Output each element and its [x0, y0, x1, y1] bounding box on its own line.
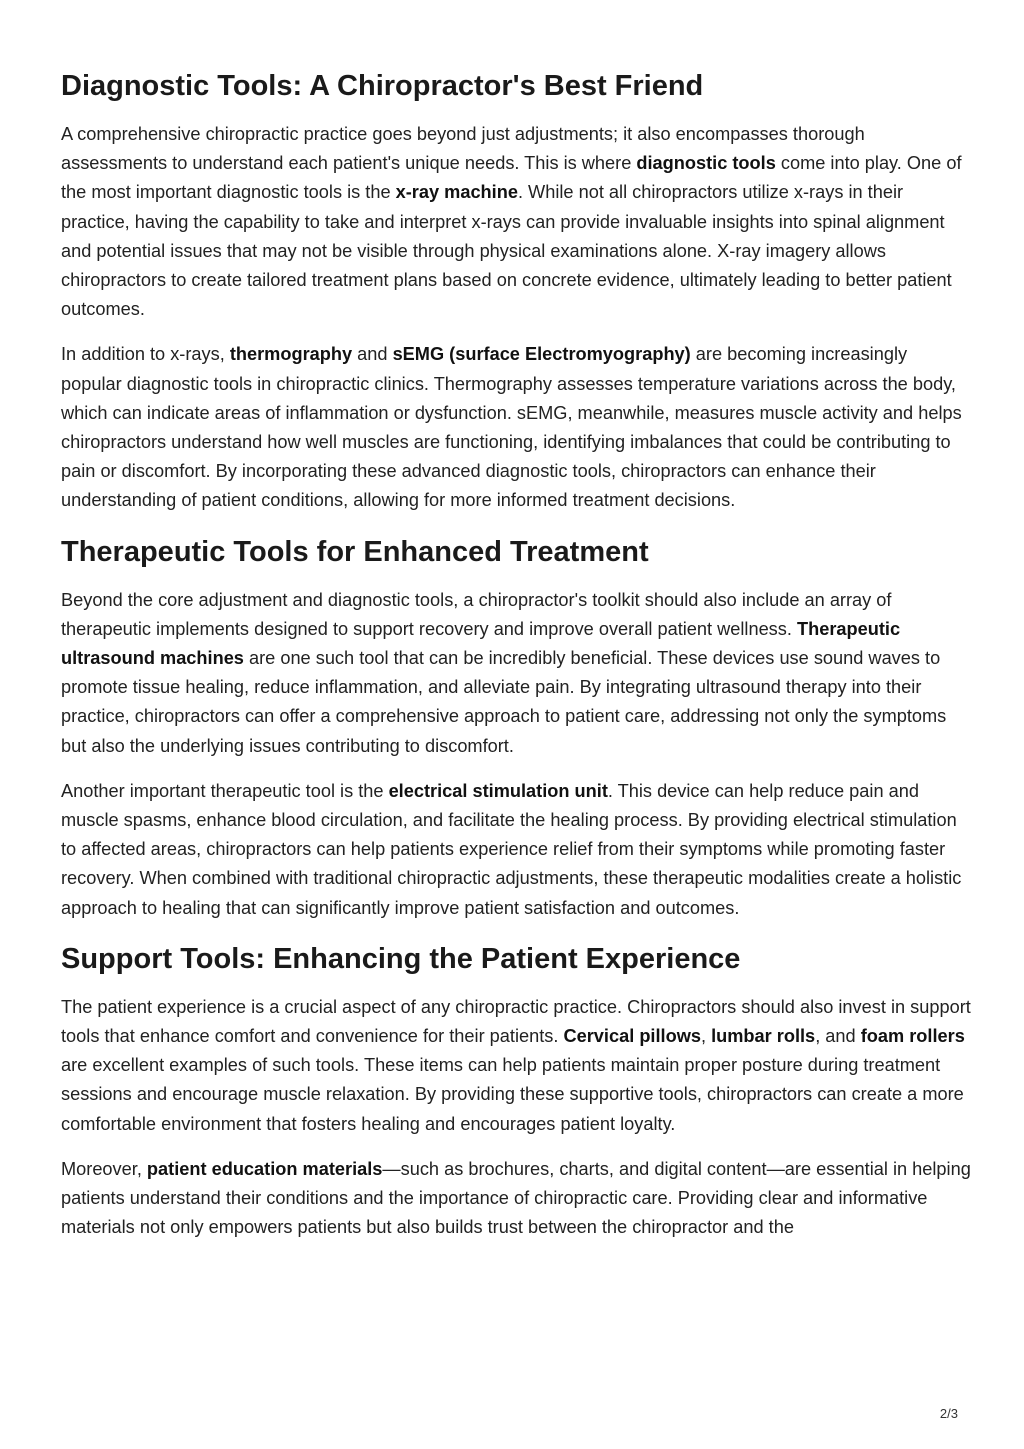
text-run: —such as brochures, charts, and digital content—are essential in helping patients understand their conditions and the importance of chiropractic care. Providing clear and informative materials not only empowers patients but also builds trust between the chiropractor and the	[61, 1158, 971, 1238]
paragraph	[61, 993, 971, 1139]
bold-term: Cervical pillows	[563, 1026, 701, 1047]
section-heading: Support Tools: Enhancing the Patient Experience	[61, 942, 741, 975]
text-run: are excellent examples of such tools. These items can help patients maintain proper posture during treatment sessions and encourage muscle relaxation. By providing these supportive tools, chiropractors can create a more comfortable environment that fosters healing and encourages patient loyalty.	[61, 1055, 964, 1134]
text-run: ,	[700, 1026, 712, 1047]
text-run: , and	[815, 1026, 861, 1047]
bold-term: diagnostic tools	[636, 153, 776, 174]
section-support-tools	[61, 939, 971, 1243]
text-run: come into play. One of the most important diagnostic tools is the	[61, 153, 962, 203]
text-run: In addition to x-rays,	[61, 344, 230, 365]
paragraph	[61, 120, 971, 324]
text-run: are becoming increasingly popular diagnostic tools in chiropractic clinics. Thermography assesses temperature variations across the body, which can indicate areas of inflammation or dysfunction. sEMG, meanwhile, measures muscle activity and helps chiropractors understand how well muscles are functioning, identifying imbalances that could be contributing to pain or discomfort. By incorporating these advanced diagnostic tools, chiropractors can enhance their understanding of patient conditions, allowing for more informed treatment decisions.	[61, 344, 962, 511]
section-heading: Diagnostic Tools: A Chiropractor's Best Friend	[61, 70, 704, 102]
text-run: A comprehensive chiropractic practice goes beyond just adjustments; it also encompasses thorough assessments to understand each patient's unique needs. This is where	[61, 124, 865, 174]
text-run: Beyond the core adjustment and diagnostic tools, a chiropractor's toolkit should also include an array of therapeutic implements designed to support recovery and improve overall patient wellness.	[61, 589, 892, 639]
document-page	[61, 66, 971, 1259]
text-run: and	[352, 344, 393, 365]
section-diagnostic-tools	[61, 66, 971, 516]
paragraph	[61, 340, 971, 515]
bold-term: patient education materials	[146, 1158, 383, 1179]
page-number: 2/3	[939, 1406, 958, 1421]
text-run: . This device can help reduce pain and muscle spasms, enhance blood circulation, and facilitate the healing process. By providing electrical stimulation to affected areas, chiropractors can help patients experience relief from their symptoms while promoting faster recovery. When combined with traditional chiropractic adjustments, these therapeutic modalities create a holistic approach to healing that can significantly improve patient satisfaction and outcomes.	[61, 780, 962, 918]
bold-term: foam rollers	[860, 1026, 965, 1047]
bold-term: lumbar rolls	[711, 1026, 816, 1047]
section-therapeutic-tools	[61, 532, 971, 923]
bold-term: thermography	[229, 344, 353, 365]
bold-term: electrical stimulation unit	[388, 780, 608, 801]
bold-term: Therapeutic ultrasound machines	[61, 618, 901, 669]
text-run: Another important therapeutic tool is the	[61, 780, 389, 801]
section-heading: Therapeutic Tools for Enhanced Treatment	[61, 535, 649, 568]
text-run: are one such tool that can be incredibly beneficial. These devices use sound waves to promote tissue healing, reduce inflammation, and alleviate pain. By integrating ultrasound therapy into their practice, chiropractors can offer a comprehensive approach to patient care, addressing not only the symptoms but also the underlying issues contributing to discomfort.	[61, 648, 947, 756]
paragraph	[61, 586, 971, 761]
paragraph	[61, 777, 971, 923]
text-run: The patient experience is a crucial aspect of any chiropractic practice. Chiropractors should also invest in support tools that enhance comfort and convenience for their patients.	[61, 996, 971, 1047]
bold-term: sEMG (surface Electromyography)	[392, 344, 691, 365]
text-run: . While not all chiropractors utilize x-rays in their practice, having the capability to take and interpret x-rays can provide invaluable insights into spinal alignment and potential issues that may not be visible through physical examinations alone. X-ray imagery allows chiropractors to create tailored treatment plans based on concrete evidence, ultimately leading to better patient outcomes.	[61, 182, 952, 320]
paragraph	[61, 1155, 971, 1243]
bold-term: x-ray machine	[395, 182, 518, 203]
text-run: Moreover,	[61, 1158, 147, 1179]
